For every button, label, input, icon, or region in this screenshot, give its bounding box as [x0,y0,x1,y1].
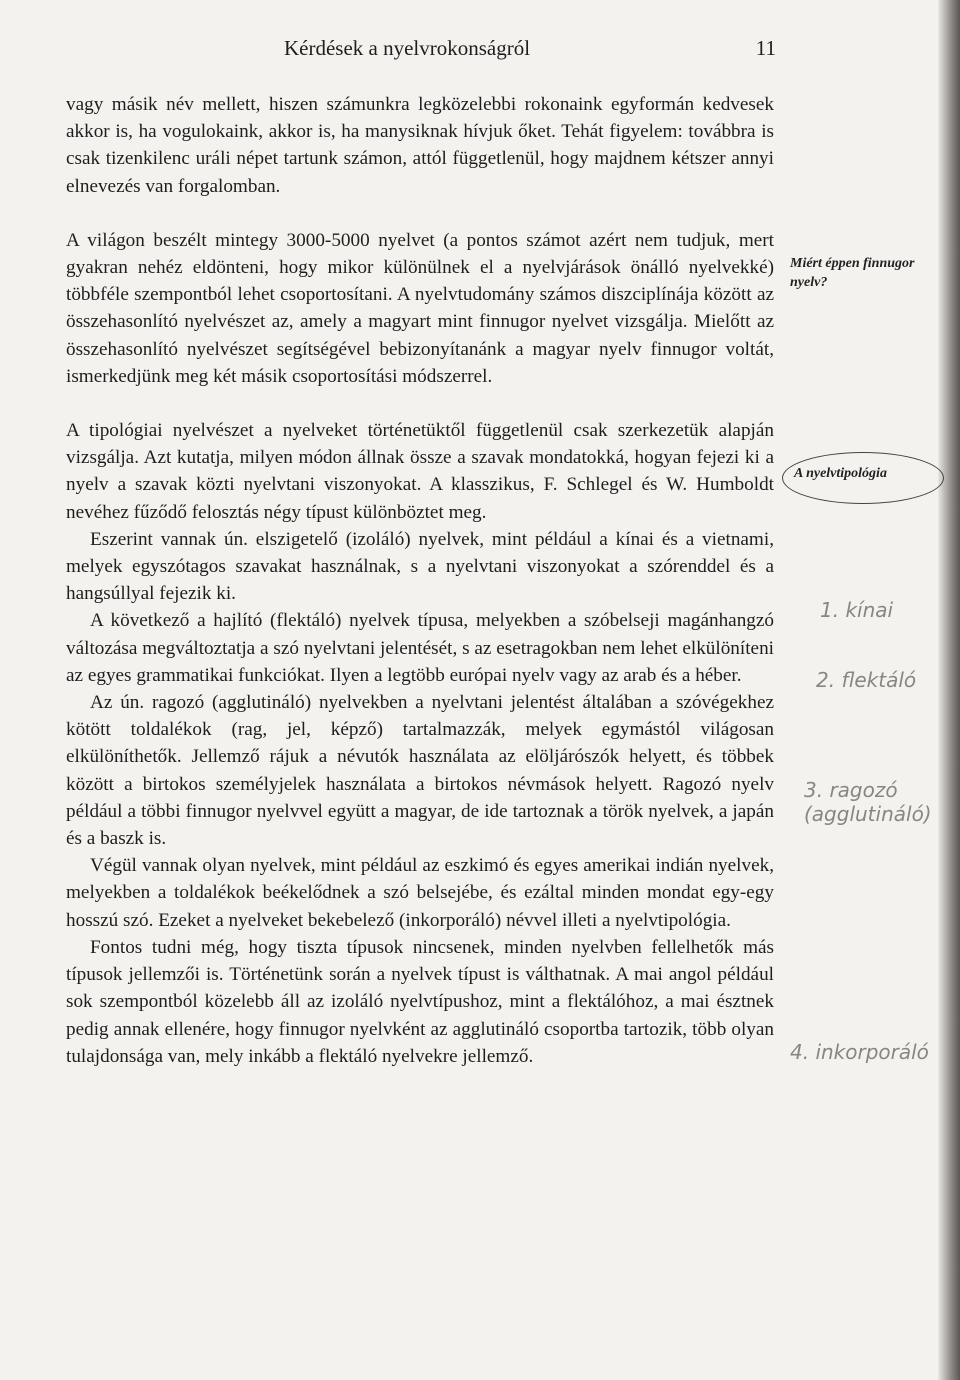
paragraph: vagy másik név mellett, hiszen számunkra legközelebbi rokonaink egyformán kedvesek akkor is, ha vogulokaink, akkor is, ha manysiknak hívjuk őket. Tehát figyelem: továbbra is csak tizenkilenc uráli népet tartunk számon, attól függetlenül, hogy majdnem kétszer annyi elnevezés van forgalomban. [66,94,774,197]
page-header [64,36,776,66]
running-head: Kérdések a nyelvrokonságról [284,36,531,60]
paragraph: Fontos tudni még, hogy tiszta típusok nincsenek, minden nyelvben fellelhetők más típusok jellemzői is. Történetünk során a nyelvek típust is válthatnak. A mai angol például sok szempontból közelebb áll az izoláló nyelvtípushoz, mint a flektálóhoz, a mai észtnek pedig annak ellenére, hogy finnugor nyelvként az agglutináló csoportba tartozik, több olyan tulajdonsága van, mely inkább a flektáló nyelvekre jellemző. [66,936,774,1067]
body-text [66,91,774,1070]
paragraph: A tipológiai nyelvészet a nyelveket történetüktől függetlenül csak szerkezetük alapján vizsgálja. Azt kutatja, milyen módon állnak össze a szavak mondatokká, hogyan fejezi ki a nyelv a szavak közti nyelvtani viszonyokat. A klasszikus, F. Schlegel és W. Humboldt nevéhez fűződő felosztás négy típust különböztet meg. [66,420,774,523]
margin-note-typology: A nyelvtipológia [794,466,887,481]
handwritten-note: 2. flektáló [816,668,917,692]
paragraph: Az ún. ragozó (agglutináló) nyelvekben a nyelvtani jelentést általában a szóvégekhez kötött toldalékok (rag, jel, képző) tartalmazzák, melyek egymástól világosan elkülöníthetők. Jellemző rájuk a névutók használata az elöljárószók helyett, és többek között a birtokos személyjelek használata a birtokos névmások helyett. Ragozó nyelv például a többi finnugor nyelvvel együtt a magyar, de ide tartoznak a török nyelvek, a japán és a baszk is. [66,692,774,850]
paragraph: Eszerint vannak ún. elszigetelő (izoláló) nyelvek, mint például a kínai és a vietnami, melyek egyszótagos szavakat használnak, s a nyelvtani viszonyokat a szórenddel és a hangsúllyal fejezik ki. [66,528,774,605]
margin-note-why-finnugor: Miért éppen finnugor nyelv? [790,256,915,290]
paragraph: A világon beszélt mintegy 3000-5000 nyelvet (a pontos számot azért nem tudjuk, mert gyakran nehéz eldönteni, hogy mikor különülnek el a nyelvjárások önálló nyelvekké) többféle szempontból lehet csoportosítani. A nyelvtudomány számos diszciplínája között az összehasonlító nyelvészet az, amely a magyart mint finnugor nyelvet vizsgálja. Mielőtt az összehasonlító nyelvészet segítségével bebizonyítanánk a magyar nyelv finnugor voltát, ismerkedjünk meg két másik csoportosítási módszerrel. [66,229,774,387]
handwritten-note: 1. kínai [820,598,894,622]
paragraph: Végül vannak olyan nyelvek, mint például az eszkimó és egyes amerikai indián nyelvek, melyekben a toldalékok beékelődnek a szó belsejébe, és ezáltal minden mondat egy-egy hosszú szó. Ezeket a nyelveket bekebelező (inkorporáló) névvel illeti a nyelvtipológia. [66,855,774,931]
paragraph: A következő a hajlító (flektáló) nyelvek típusa, melyekben a szóbelseji magánhangzó változása megváltoztatja a szó nyelvtani jelentését, s az esetragokban nem lehet elkülöníteni az egyes grammatikai funkciókat. Ilyen a legtöbb európai nyelv vagy az arab és a héber. [66,610,774,686]
page-number: 11 [755,36,776,60]
scan-edge-shadow [938,0,960,1380]
handwritten-note: 4. inkorporáló [790,1040,929,1064]
handwritten-note: 3. ragozó (agglutináló) [804,778,932,826]
